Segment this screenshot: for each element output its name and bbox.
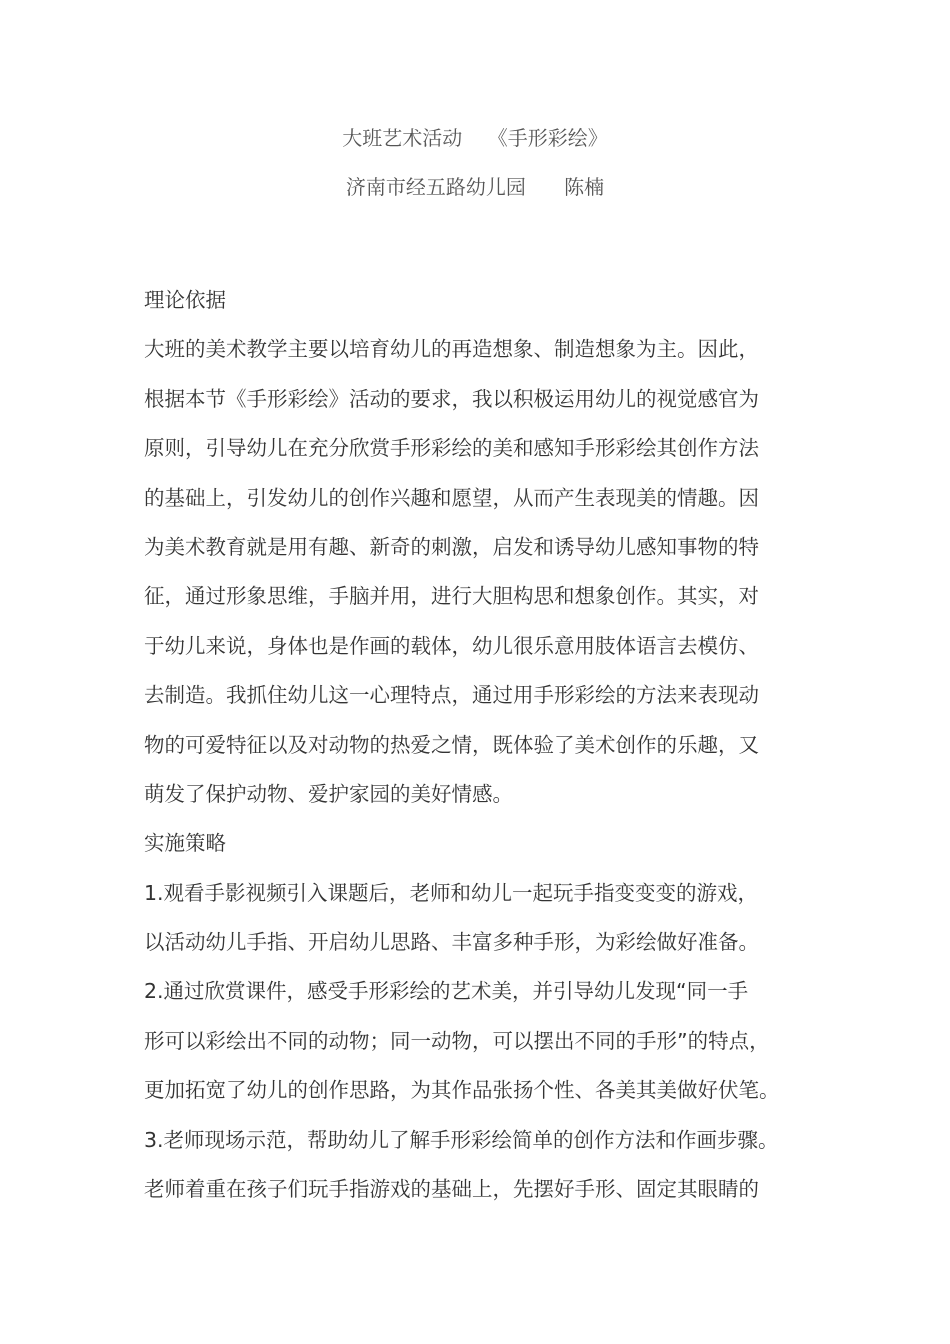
paragraph-line: 萌发了保护动物、爱护家园的美好情感。 xyxy=(144,781,513,806)
paragraph-line: 1.观看手影视频引入课题后，老师和幼儿一起玩手指变变变的游戏， xyxy=(144,880,759,905)
paragraph-line: 老师着重在孩子们玩手指游戏的基础上，先摆好手形、固定其眼睛的 xyxy=(144,1177,759,1202)
document-author: 济南市经五路幼儿园 陈楠 xyxy=(345,175,605,199)
document-title: 大班艺术活动 《手形彩绘》 xyxy=(342,126,608,150)
paragraph-line: 征，通过形象思维，手脑并用，进行大胆构思和想象创作。其实，对 xyxy=(144,584,759,609)
document-body xyxy=(144,276,812,1214)
paragraph-line: 去制造。我抓住幼儿这一心理特点，通过用手形彩绘的方法来表现动 xyxy=(144,683,759,708)
paragraph-line: 以活动幼儿手指、开启幼儿思路、丰富多种手形，为彩绘做好准备。 xyxy=(144,930,759,955)
paragraph-line: 的基础上，引发幼儿的创作兴趣和愿望，从而产生表现美的情趣。因 xyxy=(144,485,759,510)
paragraph-line: 形可以彩绘出不同的动物；同一动物，可以摆出不同的手形”的特点， xyxy=(144,1028,770,1053)
section-heading-theory: 理论依据 xyxy=(144,288,226,312)
paragraph-line: 物的可爱特征以及对动物的热爱之情，既体验了美术创作的乐趣，又 xyxy=(144,732,759,757)
paragraph-line: 于幼儿来说，身体也是作画的载体，幼儿很乐意用肢体语言去模仿、 xyxy=(144,633,759,658)
paragraph-line: 原则，引导幼儿在充分欣赏手形彩绘的美和感知手形彩绘其创作方法 xyxy=(144,436,759,461)
paragraph-line: 为美术教育就是用有趣、新奇的刺激，启发和诱导幼儿感知事物的特 xyxy=(144,534,759,559)
paragraph-line: 2.通过欣赏课件，感受手形彩绘的艺术美，并引导幼儿发现“同一手 xyxy=(144,979,749,1004)
paragraph-line: 更加拓宽了幼儿的创作思路，为其作品张扬个性、各美其美做好伏笔。 xyxy=(144,1078,780,1103)
paragraph-line: 3.老师现场示范，帮助幼儿了解手形彩绘简单的创作方法和作画步骤。 xyxy=(144,1127,779,1152)
paragraph-line: 大班的美术教学主要以培育幼儿的再造想象、制造想象为主。因此， xyxy=(144,337,759,362)
paragraph-line: 根据本节《手形彩绘》活动的要求，我以积极运用幼儿的视觉感官为 xyxy=(144,386,759,411)
section-heading-strategy: 实施策略 xyxy=(144,831,226,856)
